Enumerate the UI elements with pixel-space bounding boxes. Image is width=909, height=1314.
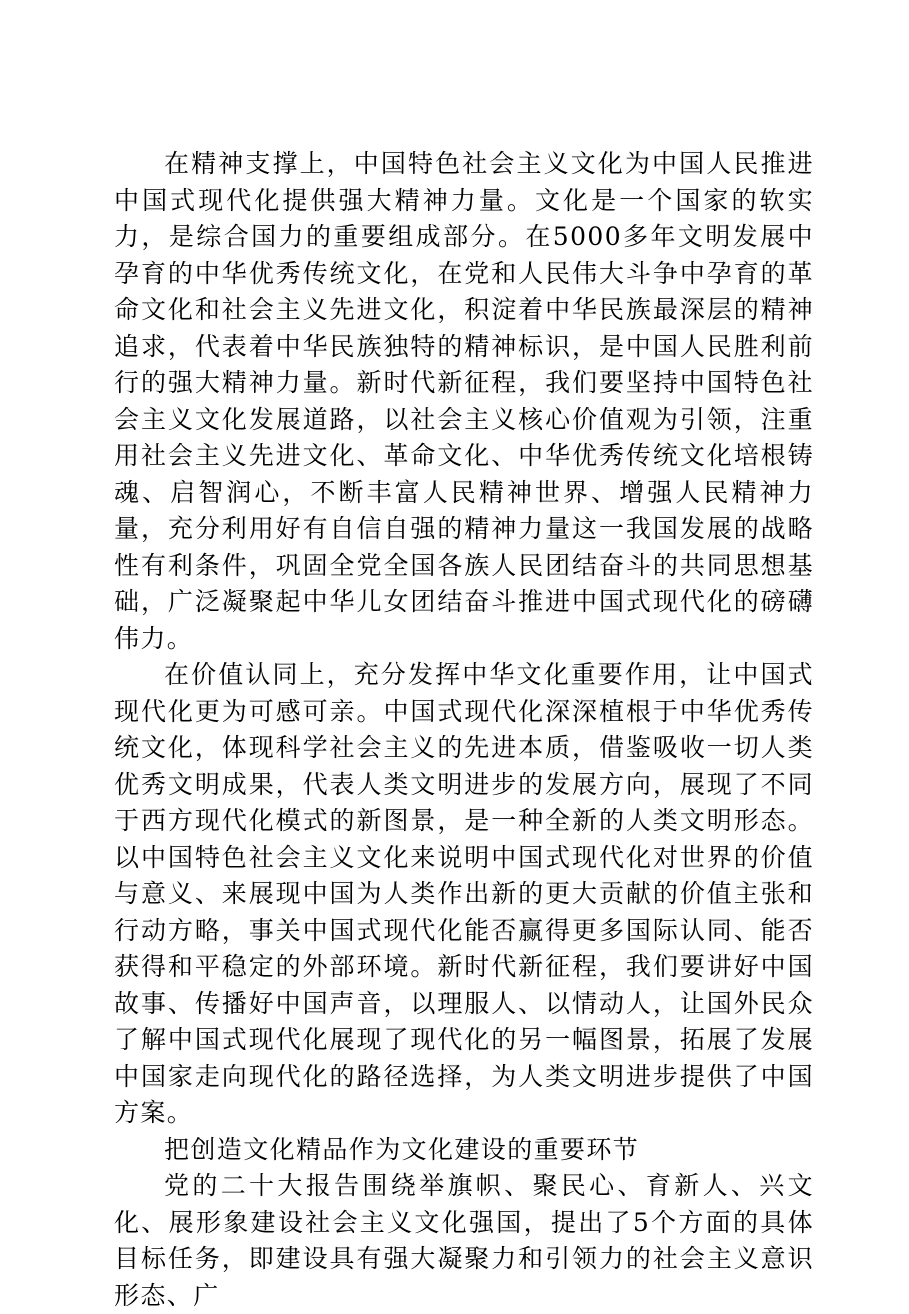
paragraph-spiritual-support: 在精神支撑上，中国特色社会主义文化为中国人民推进中国式现代化提供强大精神力量。文化是一个国家的软实力，是综合国力的重要组成部分。在5000多年文明发展中孕育的中华优秀传统文化，在党和人民伟大斗争中孕育的革命文化和社会主义先进文化，积淀着中华民族最深层的精神追求，代表着中华民族独特的精神标识，是中国人民胜利前行的强大精神力量。新时代新征程，我们要坚持中国特色社会主义文化发展道路，以社会主义核心价值观为引领，注重用社会主义先进文化、革命文化、中华优秀传统文化培根铸魂、启智润心，不断丰富人民精神世界、增强人民精神力量，充分利用好有自信自强的精神力量这一我国发展的战略性有利条件，巩固全党全国各族人民团结奋斗的共同思想基础，广泛凝聚起中华儿女团结奋斗推进中国式现代化的磅礴伟力。 (114, 149, 814, 653)
paragraph-value-recognition: 在价值认同上，充分发挥中华文化重要作用，让中国式现代化更为可感可亲。中国式现代化深深植根于中华优秀传统文化，体现科学社会主义的先进本质，借鉴吸收一切人类优秀文明成果，代表人类文明进步的发展方向，展现了不同于西方现代化模式的新图景，是一种全新的人类文明形态。以中国特色社会主义文化来说明中国式现代化对世界的价值与意义、来展现中国为人类作出新的更大贡献的价值主张和行动方略，事关中国式现代化能否赢得更多国际认同、能否获得和平稳定的外部环境。新时代新征程，我们要讲好中国故事、传播好中国声音，以理服人、以情动人，让国外民众了解中国式现代化展现了现代化的另一幅图景，拓展了发展中国家走向现代化的路径选择，为人类文明进步提供了中国方案。 (114, 660, 814, 1127)
section-heading: 把创造文化精品作为文化建设的重要环节 (164, 1134, 640, 1164)
document-body (114, 146, 814, 1314)
paragraph-twentieth-congress: 党的二十大报告围绕举旗帜、聚民心、育新人、兴文化、展形象建设社会主义文化强国，提出了5个方面的具体目标任务，即建设具有强大凝聚力和引领力的社会主义意识形态、广 (114, 1171, 814, 1310)
